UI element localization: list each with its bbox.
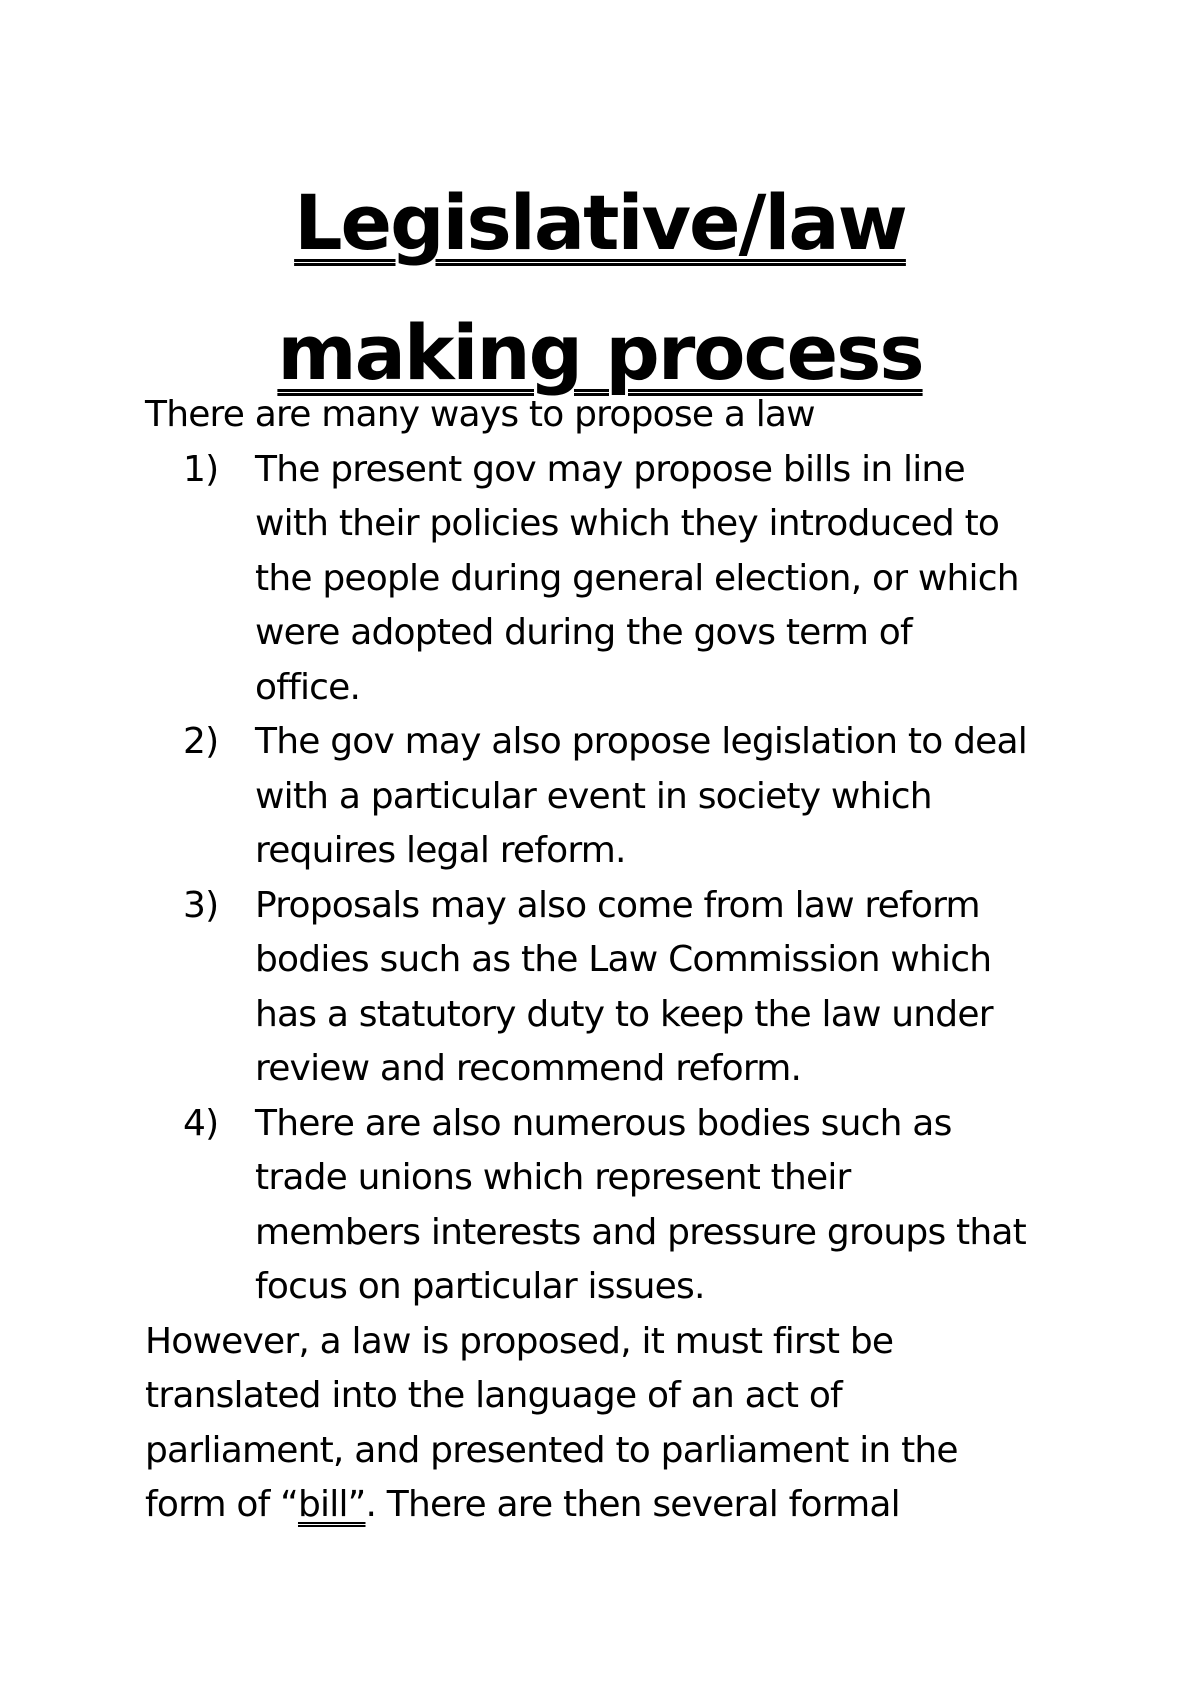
list-item-line: The present gov may propose bills in line <box>255 448 965 490</box>
list-item-line: with their policies which they introduced to <box>255 503 1000 544</box>
list-item-line: requires legal reform. <box>255 830 626 871</box>
list-item-line: members interests and pressure groups that <box>255 1211 1026 1253</box>
closing-line: translated into the language of an act of <box>145 1375 842 1416</box>
list-item-line: focus on particular issues. <box>255 1266 705 1307</box>
list-item-line: trade unions which represent their <box>255 1157 851 1198</box>
title-line-1: Legislative/law <box>294 178 906 267</box>
list-item-line: office. <box>255 666 361 708</box>
list-item-line: the people during general election, or which <box>255 557 1019 599</box>
closing-line: However, a law is proposed, it must first be <box>145 1320 894 1362</box>
closing-last-line-start: form of “ <box>145 1484 298 1525</box>
bill-term: bill” <box>297 1484 366 1525</box>
intro-paragraph: There are many ways to propose a law <box>145 394 815 435</box>
list-item-line: There are also numerous bodies such as <box>255 1102 952 1144</box>
list-item-number: 2) <box>183 721 219 762</box>
list-item-number: 1) <box>183 448 219 490</box>
list-item <box>145 1097 1105 1315</box>
title-line-2: making process <box>277 308 923 397</box>
list-item <box>145 879 1105 1097</box>
document-body <box>145 388 1105 1533</box>
list-item-line: The gov may also propose legislation to deal <box>255 721 1027 762</box>
list-item-line: review and recommend reform. <box>255 1048 802 1089</box>
list-item-line: with a particular event in society which <box>255 775 932 817</box>
list-item <box>145 443 1105 716</box>
closing-paragraph <box>145 1315 1105 1533</box>
list-item-line: has a statutory duty to keep the law under <box>255 993 993 1035</box>
list-item-line: bodies such as the Law Commission which <box>255 939 992 980</box>
list-item-line: Proposals may also come from law reform <box>255 884 980 926</box>
proposal-list <box>145 443 1105 1315</box>
list-item-number: 4) <box>183 1102 219 1144</box>
closing-line: parliament, and presented to parliament in the <box>145 1429 958 1471</box>
list-item <box>145 715 1105 879</box>
closing-last-line <box>145 1478 1105 1533</box>
list-item-number: 3) <box>183 884 219 926</box>
list-item-line: were adopted during the govs term of <box>255 612 912 653</box>
closing-last-line-end: . There are then several formal <box>365 1484 900 1525</box>
page-title <box>0 158 1200 418</box>
